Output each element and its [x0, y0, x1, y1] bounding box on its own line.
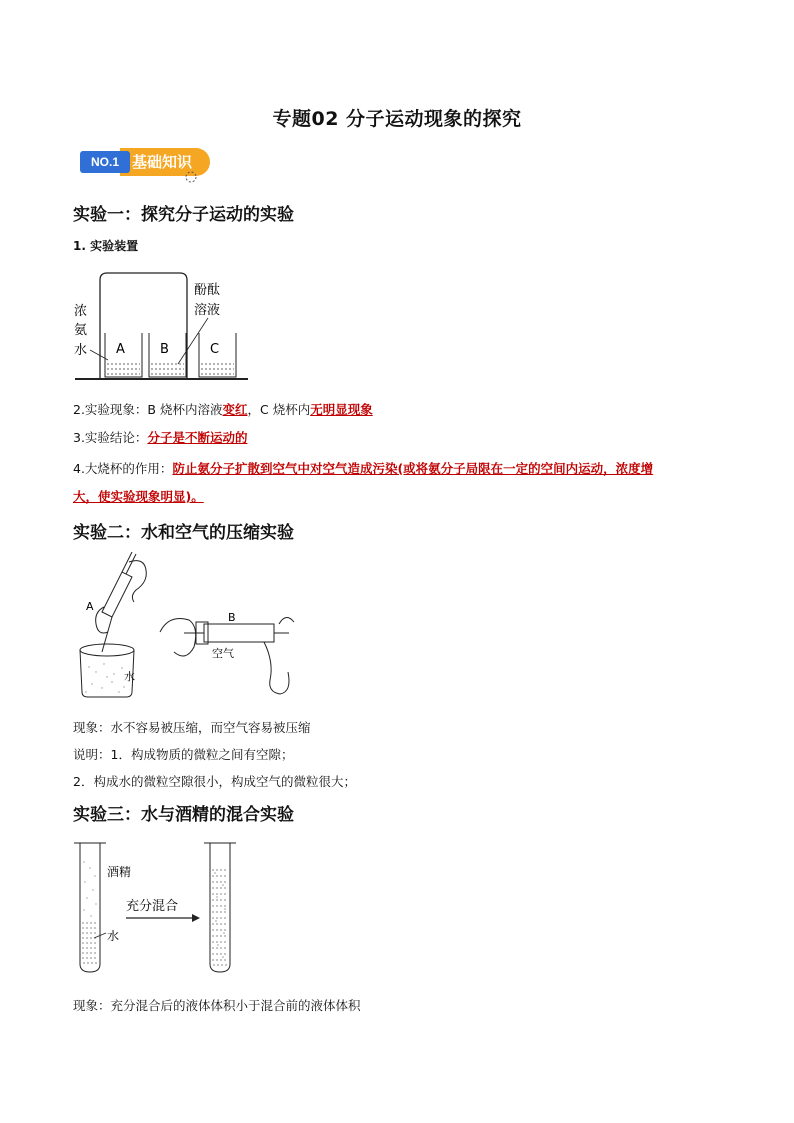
- exp1-item2: 2.实验现象：B 烧杯内溶液变红，C 烧杯内无明显现象: [73, 402, 373, 417]
- exp1-answer-2: 无明显现象: [310, 402, 373, 417]
- exp2-heading: 实验二：水和空气的压缩实验: [73, 523, 294, 543]
- exp2-explain-1: 说明：1．构成物质的微粒之间有空隙；: [73, 747, 294, 762]
- beaker-c-label: C: [210, 342, 220, 357]
- left-label-2: 氨: [74, 323, 88, 338]
- exp3-heading: 实验三：水与酒精的混合实验: [73, 805, 294, 825]
- page-title: 专题02 分子运动现象的探究: [272, 108, 522, 130]
- exp2-phenomenon: 现象：水不容易被压缩，而空气容易被压缩: [73, 720, 311, 735]
- section-badge: [76, 143, 216, 179]
- label-water-3: 水: [107, 929, 120, 943]
- left-label-1: 浓: [74, 304, 88, 319]
- exp1-answer-3: 分子是不断运动的: [147, 430, 248, 445]
- mixing-figure: [74, 838, 244, 978]
- exp1-heading: 实验一：探究分子运动的实验: [73, 205, 294, 225]
- label-water-2: 水: [124, 670, 135, 683]
- ammonia-apparatus-figure: [70, 268, 260, 388]
- label-mix: 充分混合: [126, 899, 179, 914]
- exp1-answer-4: 防止氨分子扩散到空气中对空气造成污染(或将氨分子局限在一定的空间内运动，浓度增: [172, 461, 654, 476]
- label-a: A: [86, 600, 94, 613]
- badge-number: NO.1: [80, 151, 130, 173]
- exp1-item1: 1. 实验装置: [73, 239, 139, 253]
- right-label-2: 溶液: [194, 303, 221, 318]
- exp1-answer-1: 变红: [222, 402, 248, 417]
- move-handle-icon: [184, 170, 198, 184]
- exp1-item3: 3.实验结论：分子是不断运动的: [73, 430, 248, 445]
- exp1-item4: 4.大烧杯的作用：防止氨分子扩散到空气中对空气造成污染(或将氨分子局限在一定的空间内运动，浓度增 大，使实验现象明显)。: [73, 461, 654, 504]
- label-air: 空气: [212, 647, 234, 660]
- badge-label: 基础知识: [120, 148, 210, 176]
- compression-figure: [74, 552, 304, 702]
- left-label-3: 水: [74, 343, 88, 358]
- exp2-explain-2: 2．构成水的微粒空隙很小，构成空气的微粒很大；: [73, 774, 356, 789]
- exp1-answer-4b: 大，使实验现象明显)。: [73, 489, 204, 504]
- exp3-phenomenon: 现象：充分混合后的液体体积小于混合前的液体体积: [73, 998, 361, 1013]
- right-label-1: 酚酞: [194, 283, 221, 298]
- beaker-a-label: A: [116, 342, 125, 357]
- beaker-b-label: B: [160, 342, 169, 357]
- label-b: B: [228, 611, 236, 624]
- label-alcohol: 酒精: [107, 865, 132, 879]
